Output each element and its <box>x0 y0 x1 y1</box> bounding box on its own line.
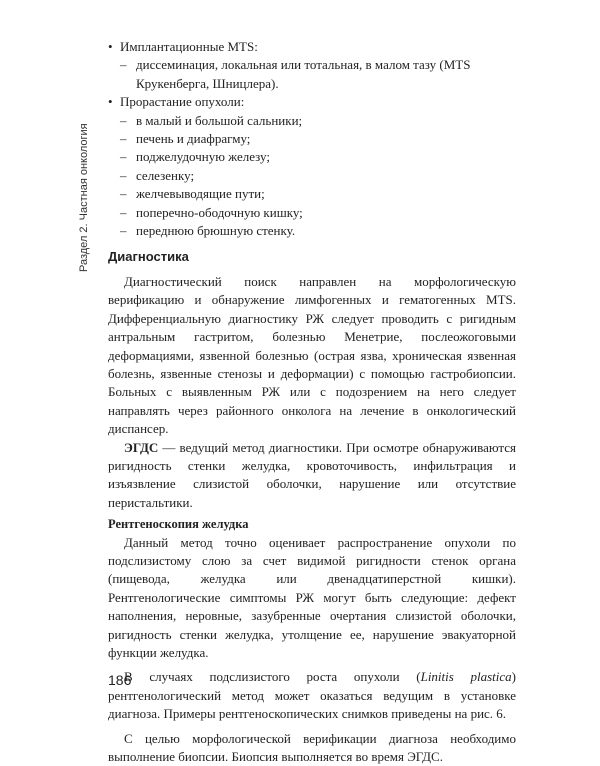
egds-term: ЭГДС <box>124 439 159 455</box>
paragraph-diagnostic-search: Диагностический поиск направлен на морфологическую верификацию и обнаружение лимфогенных и гематогенных MTS. Дифференциальную диагностику РЖ следует проводить с ригидным антральным гастритом, болезнью Менетрие, послеожоговыми деформациями, язвенной болезнью (острая язва, хроническая язвенная болезнь, язвенные стенозы и деформации) с помощью гастробиопсии. Больных с выявленным РЖ или с подозрением на него следует направлять через районного онколога на лечение в онкологический диспансер. <box>108 273 516 437</box>
sub-list-item: – поджелудочную железу; <box>120 148 516 166</box>
sub-list-item: – в малый и большой сальники; <box>120 112 516 130</box>
running-header: Раздел 2. Частная онкология <box>78 123 90 272</box>
list-item-label: Прорастание опухоли: <box>120 94 245 110</box>
metastasis-list <box>108 38 516 240</box>
sub-list-item: – поперечно-ободочную кишку; <box>120 204 516 222</box>
sub-list <box>120 56 516 93</box>
section-heading: Диагностика <box>108 249 189 265</box>
paragraph-biopsy: С целью морфологической верификации диагноза необходимо выполнение биопсии. Биопсия выполняется во время ЭГДС. <box>108 730 516 765</box>
paragraph-egds <box>108 439 516 513</box>
subheading: Рентгеноскопия желудка <box>108 517 249 532</box>
page-number: 186 <box>108 672 132 688</box>
sub-list-item: – переднюю брюшную стенку. <box>120 222 516 240</box>
paragraph-xray: Данный метод точно оценивает распространение опухоли по подслизистому слою за счет видимой ригидности стенок органа (пищевода, желудка или двенадцатиперстной кишки). Рентгенологические симптомы РЖ могут быть следующие: дефект наполнения, неровные, зазубренные очертания слизистой оболочки, ригидность стенки желудка, утолщение ее, нарушение эвакуаторной функции желудка. <box>108 534 516 660</box>
paragraph-submucosal <box>108 668 516 723</box>
sub-list <box>120 112 516 241</box>
sub-list-item: – диссеминация, локальная или тотальная, в малом тазу (MTS Крукенберга, Шницлера). <box>120 56 516 93</box>
list-item-implantation <box>108 38 516 93</box>
list-item-label: Имплантационные MTS: <box>120 39 258 54</box>
sub-list-item: – желчевыводящие пути; <box>120 185 516 203</box>
submucosal-term: Linitis plastica <box>420 669 512 685</box>
sub-list-item: – печень и диафрагму; <box>120 130 516 148</box>
submucosal-start: В случаях подслизистого роста опухоли ( <box>124 669 421 685</box>
sub-list-item: – селезенку; <box>120 167 516 185</box>
submucosal-end: ) рентгенологический метод может оказаться ведущим в установке диагноза. Примеры рентгеноскопических снимков приведены на рис. 6. <box>108 669 516 722</box>
page-body <box>108 38 516 766</box>
list-item-invasion <box>108 93 516 240</box>
egds-text: — ведущий метод диагностики. При осмотре обнаруживаются ригидность стенки желудка, кровоточивость, инфильтрация и изъязвление слизистой оболочки, нарушение или отсутствие перистальтики. <box>108 439 516 510</box>
